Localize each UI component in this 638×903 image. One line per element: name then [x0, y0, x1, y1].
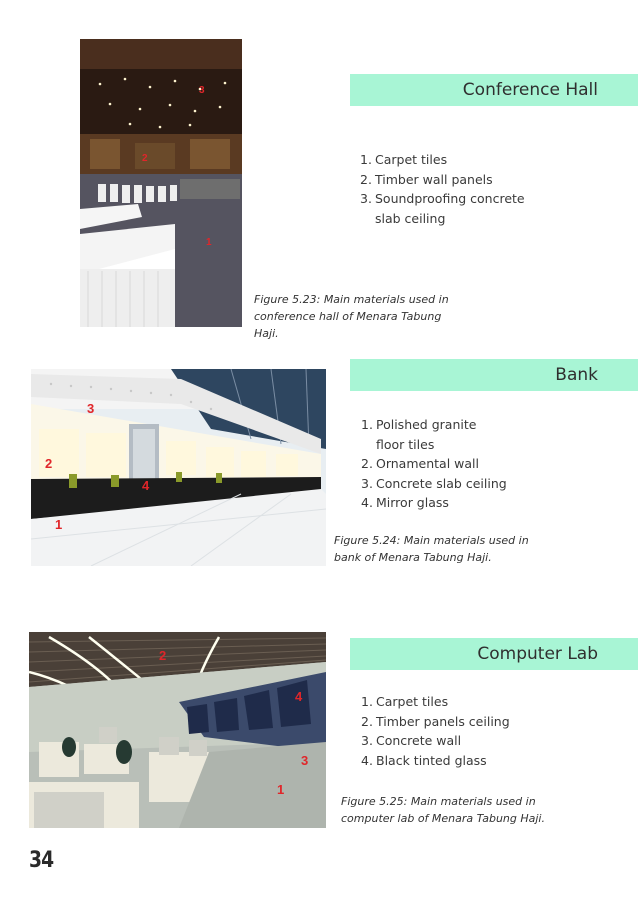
list-item: 2. Timber panels ceiling — [361, 713, 510, 729]
list-item: 2. Timber wall panels — [360, 171, 493, 187]
list-item: 3. Concrete slab ceiling — [361, 475, 507, 491]
figure-caption: Figure 5.24: Main materials used in bank of Menara Tabung Haji. — [334, 534, 529, 564]
list-item: 1. Polished granite floor tiles — [361, 417, 477, 452]
bank-materials-list — [361, 415, 507, 513]
computer-lab-marker: 1 — [277, 782, 285, 797]
page-number: 34 — [29, 848, 54, 873]
conference-hall-marker: 1 — [206, 237, 212, 248]
list-item: 1. Carpet tiles — [361, 694, 449, 709]
bank-photo — [31, 369, 326, 566]
list-item: 3. Soundproofing concrete slab ceiling — [360, 191, 525, 226]
computer-lab-heading: Computer Lab — [350, 638, 638, 670]
conference-hall-heading: Conference Hall — [350, 74, 638, 106]
list-item: 2. Ornamental wall — [361, 456, 479, 471]
bank-marker: 4 — [142, 478, 150, 493]
conference-hall-marker: 2 — [142, 153, 148, 164]
computer-lab-materials-list — [361, 692, 510, 770]
bank-marker: 2 — [45, 456, 53, 471]
figure-caption: Figure 5.25: Main materials used in computer lab of Menara Tabung Haji. — [341, 795, 545, 825]
computer-lab-marker: 2 — [159, 648, 167, 663]
bank-marker: 1 — [55, 517, 63, 532]
list-item: 3. Concrete wall — [361, 733, 462, 748]
list-item: 4. Mirror glass — [361, 495, 449, 510]
conference-hall-photo — [80, 39, 242, 327]
figure-caption: Figure 5.23: Main materials used in conference hall of Menara Tabung Haji. — [254, 293, 449, 340]
computer-lab-photo — [29, 632, 326, 828]
bank-marker: 3 — [87, 401, 95, 416]
computer-lab-marker: 4 — [295, 689, 303, 704]
computer-lab-marker: 3 — [301, 753, 309, 768]
conference-hall-marker: 3 — [199, 85, 205, 96]
list-item: 1. Carpet tiles — [360, 152, 448, 167]
conference-hall-materials-list — [360, 150, 525, 228]
bank-heading: Bank — [350, 359, 638, 391]
list-item: 4. Black tinted glass — [361, 752, 487, 768]
